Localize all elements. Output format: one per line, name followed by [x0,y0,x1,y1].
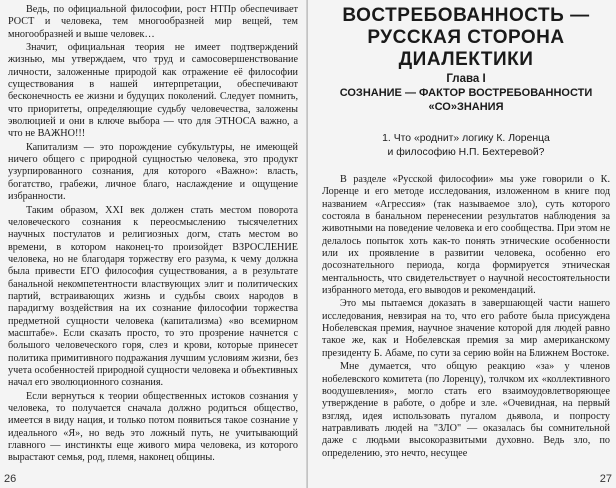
right-paragraph-3: Мне думается, что общую реакцию «за» у членов нобелевского комитета (по Лоренцу), толчком их «коллективного воодушевления», могло стать его взаимоудовлетворяющее утверждение в работе, о добре и зле. «Очевидная, на первый взгляд, идея использовать пугалом дьявола, и попросту натравливать людей на "ЗЛО" — оказалась бы сомнительной даже с людьми высокоразвитыми духовно. Ведь зло, по определению, это нечто, несущее [322,361,610,459]
section-heading [322,132,610,160]
section-heading-line-1: 1. Что «роднит» логику К. Лоренца [382,133,550,144]
chapter-title-line-1: СОЗНАНИЕ — ФАКТОР ВОСТРЕБОВАННОСТИ [339,87,593,99]
section-heading-line-2: и философию Н.П. Бехтеревой? [387,147,545,158]
part-title-line-3: ДИАЛЕКТИКИ [398,49,534,70]
left-paragraph-4: Таким образом, XXI век должен стать местом поворота человеческого сознания к переосмыслению тысячелетних научных постулатов и религиозных догм, стать местом во времени, в котором наконец-то произойдет ВЗРОСЛЕНИЕ человека, но не благодаря торжеству его разума, к чему должна была привести ЕГО философия существования, а в результате банальной некомпетентности властвующих элит и политических партий, встраивающих жизнь и судьбы своих народов в парадигму воздействия на их сознание философии торжества предметной сущности человека (капитализма) «во всемирном масштабе». Если сказать просто, то это прозрение начнется с большого человеческого горя, слез и крови, которые принесет политика примитивного подражания лучшим условиям жизни, без учета особенностей природной сущности человека и объективных начал его эволюционного сознания. [8,204,298,389]
left-paragraph-5: Если вернуться к теории общественных истоков сознания у человека, то получается сначала должно родиться общество, имеется в виду нация, и только потом появиться такое сознание у идеального «Я», но ведь это ложный путь, не учитывающий главного — инстинкты еще живого мира человека, из которого вырастают семья, род, племя, наконец общины. [8,390,298,464]
chapter-label: Глава I [446,73,486,85]
left-paragraph-1: Ведь, по официальной философии, рост НТПр обеспечивает РОСТ и человека, тем многообразней мир вещей, тем многообразней и выше человек… [8,4,298,40]
left-paragraph-3: Капитализм — это порождение субкультуры, не имеющей ничего общего с природной сущностью человека, это продукт узурпированного сознания, для которого «Важно»: власть, богатство, грабежи, личное благо, наслаждение и ощущение избранности. [8,141,298,203]
right-paragraph-2: Это мы пытаемся доказать в завершающей части нашего исследования, невзирая на то, что его работе была присуждена Нобелевская премия, научное значение которой для людей равно такое же, как и Нобелевская премия за мир американскому президенту Б. Абаме, по сути за серию войн на Ближнем Востоке. [322,298,610,359]
left-page-number: 26 [4,473,17,485]
right-page [308,0,616,488]
part-title [322,6,610,70]
left-page-text [8,4,298,465]
right-paragraph-1: В разделе «Русской философии» мы уже говорили о К. Лоренце и его методе исследования, изложенном в книге под названием «Агрессия» (так называемое зло), суть которого состояла в банальном перенесении результатов наблюдения за животными на поведение человека и его сообщества. При этом не делалось попыток хоть как-то понять этнические особенности или их проявление в развитии человека, особенно его досознательного периода, когда формируется этническая ментальность, что свидетельствует о научной несостоятельности избранного метода, его выводов и рекомендаций. [322,174,610,297]
left-paragraph-2: Значит, официальная теория не имеет подтверждений жизнью, мы утверждаем, что труд и самосовершенствование личности, заложенные природой как отражение её философии существования в нашей интерпретации, обеспечивают бесконечность ее жизни и будущих поколений. Следует помнить, что приоритеты, определяющие судьбу человечества, заложены эволюцией и они в ключе выбора — что для ЭТНОСА важно, а что не ВАЖНО!!! [8,42,298,140]
right-page-number: 27 [599,473,612,485]
right-page-text [322,174,610,460]
chapter-title-line-2: «СО»ЗНАНИЯ [428,101,504,113]
part-title-line-1: ВОСТРЕБОВАННОСТЬ — [342,5,590,26]
part-title-line-2: РУССКАЯ СТОРОНА [367,27,565,48]
